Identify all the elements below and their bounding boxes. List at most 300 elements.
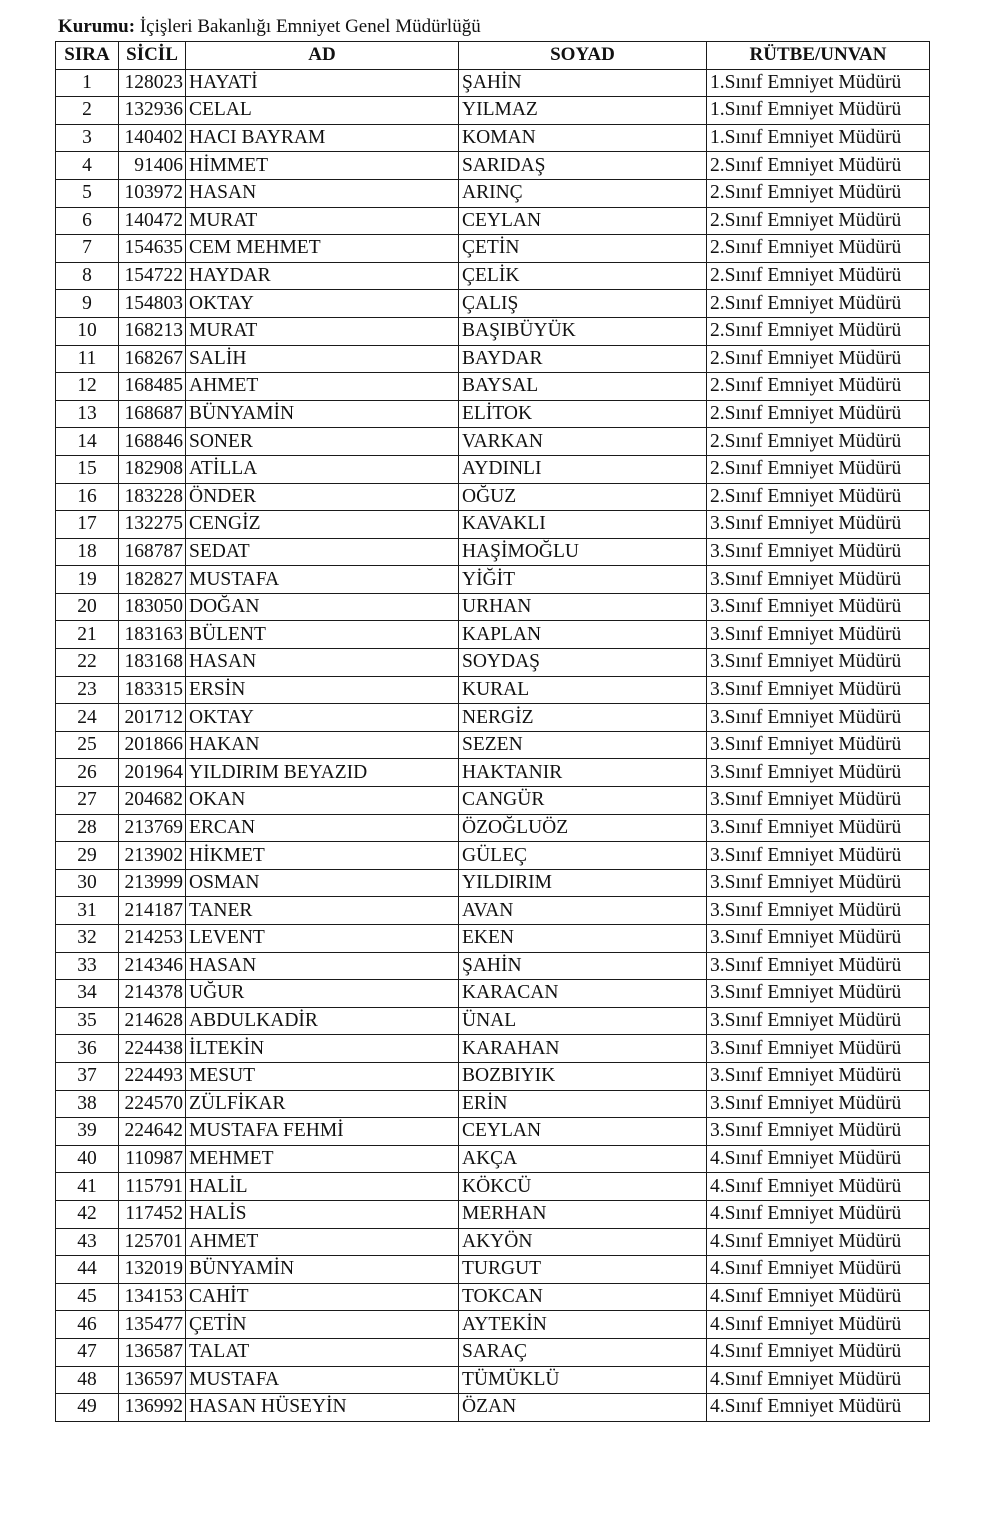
table-row: [56, 179, 930, 207]
cell-sira: 44: [56, 1256, 119, 1284]
cell-rutbe: 3.Sınıf Emniyet Müdürü: [707, 538, 930, 566]
table-row: [56, 1090, 930, 1118]
cell-sira: 29: [56, 842, 119, 870]
cell-ad: HİMMET: [186, 152, 459, 180]
cell-ad: ATİLLA: [186, 455, 459, 483]
cell-rutbe: 2.Sınıf Emniyet Müdürü: [707, 428, 930, 456]
cell-soyad: ARINÇ: [459, 179, 707, 207]
table-row: [56, 1394, 930, 1422]
cell-rutbe: 3.Sınıf Emniyet Müdürü: [707, 925, 930, 953]
cell-soyad: ÇELİK: [459, 262, 707, 290]
cell-ad: OSMAN: [186, 869, 459, 897]
cell-sicil: 214628: [119, 1007, 186, 1035]
cell-rutbe: 3.Sınıf Emniyet Müdürü: [707, 731, 930, 759]
cell-soyad: TOKCAN: [459, 1283, 707, 1311]
cell-soyad: KAVAKLI: [459, 511, 707, 539]
cell-rutbe: 3.Sınıf Emniyet Müdürü: [707, 759, 930, 787]
cell-rutbe: 2.Sınıf Emniyet Müdürü: [707, 317, 930, 345]
table-row: [56, 1173, 930, 1201]
cell-soyad: BOZBIYIK: [459, 1062, 707, 1090]
cell-ad: ÖNDER: [186, 483, 459, 511]
cell-soyad: AYDINLI: [459, 455, 707, 483]
cell-ad: İLTEKİN: [186, 1035, 459, 1063]
table-row: [56, 69, 930, 97]
cell-sicil: 224570: [119, 1090, 186, 1118]
cell-rutbe: 4.Sınıf Emniyet Müdürü: [707, 1283, 930, 1311]
cell-rutbe: 3.Sınıf Emniyet Müdürü: [707, 1035, 930, 1063]
table-row: [56, 1007, 930, 1035]
personnel-table: [55, 41, 930, 1422]
cell-ad: HAYDAR: [186, 262, 459, 290]
table-row: [56, 1118, 930, 1146]
cell-soyad: ŞAHİN: [459, 69, 707, 97]
table-row: [56, 704, 930, 732]
cell-ad: MUSTAFA FEHMİ: [186, 1118, 459, 1146]
cell-sira: 28: [56, 814, 119, 842]
cell-soyad: YİĞİT: [459, 566, 707, 594]
organization-name: İçişleri Bakanlığı Emniyet Genel Müdürlüğü: [139, 16, 481, 37]
cell-ad: BÜNYAMİN: [186, 1256, 459, 1284]
cell-soyad: KAPLAN: [459, 621, 707, 649]
cell-ad: HACI BAYRAM: [186, 124, 459, 152]
table-row: [56, 869, 930, 897]
table-row: [56, 925, 930, 953]
cell-ad: HASAN: [186, 179, 459, 207]
header-rutbe-unvan: RÜTBE/UNVAN: [707, 42, 930, 70]
cell-soyad: ÜNAL: [459, 1007, 707, 1035]
cell-ad: TALAT: [186, 1338, 459, 1366]
cell-sira: 36: [56, 1035, 119, 1063]
cell-sicil: 183050: [119, 593, 186, 621]
cell-rutbe: 2.Sınıf Emniyet Müdürü: [707, 400, 930, 428]
cell-sicil: 117452: [119, 1200, 186, 1228]
cell-sicil: 135477: [119, 1311, 186, 1339]
table-row: [56, 566, 930, 594]
cell-sicil: 128023: [119, 69, 186, 97]
table-row: [56, 207, 930, 235]
table-row: [56, 345, 930, 373]
table-row: [56, 428, 930, 456]
cell-ad: MESUT: [186, 1062, 459, 1090]
cell-ad: LEVENT: [186, 925, 459, 953]
table-row: [56, 759, 930, 787]
cell-soyad: SARIDAŞ: [459, 152, 707, 180]
cell-soyad: AKYÖN: [459, 1228, 707, 1256]
cell-sira: 19: [56, 566, 119, 594]
cell-sira: 30: [56, 869, 119, 897]
cell-ad: DOĞAN: [186, 593, 459, 621]
cell-ad: BÜLENT: [186, 621, 459, 649]
table-row: [56, 1035, 930, 1063]
cell-soyad: BAYDAR: [459, 345, 707, 373]
table-row: [56, 538, 930, 566]
cell-rutbe: 2.Sınıf Emniyet Müdürü: [707, 345, 930, 373]
cell-rutbe: 3.Sınıf Emniyet Müdürü: [707, 621, 930, 649]
cell-rutbe: 4.Sınıf Emniyet Müdürü: [707, 1173, 930, 1201]
cell-sicil: 183228: [119, 483, 186, 511]
cell-sira: 45: [56, 1283, 119, 1311]
cell-ad: ABDULKADİR: [186, 1007, 459, 1035]
cell-sira: 4: [56, 152, 119, 180]
cell-soyad: ÖZOĞLUÖZ: [459, 814, 707, 842]
cell-sira: 21: [56, 621, 119, 649]
cell-rutbe: 1.Sınıf Emniyet Müdürü: [707, 69, 930, 97]
cell-sira: 46: [56, 1311, 119, 1339]
cell-sicil: 136597: [119, 1366, 186, 1394]
cell-sicil: 132936: [119, 97, 186, 125]
cell-soyad: CEYLAN: [459, 1118, 707, 1146]
cell-sira: 18: [56, 538, 119, 566]
cell-sira: 6: [56, 207, 119, 235]
cell-rutbe: 3.Sınıf Emniyet Müdürü: [707, 814, 930, 842]
cell-rutbe: 3.Sınıf Emniyet Müdürü: [707, 842, 930, 870]
cell-sicil: 103972: [119, 179, 186, 207]
cell-rutbe: 3.Sınıf Emniyet Müdürü: [707, 980, 930, 1008]
cell-ad: MURAT: [186, 207, 459, 235]
cell-soyad: SEZEN: [459, 731, 707, 759]
cell-sira: 20: [56, 593, 119, 621]
cell-ad: OKTAY: [186, 704, 459, 732]
cell-soyad: GÜLEÇ: [459, 842, 707, 870]
cell-sicil: 201866: [119, 731, 186, 759]
cell-sicil: 140402: [119, 124, 186, 152]
table-row: [56, 1338, 930, 1366]
cell-sicil: 182908: [119, 455, 186, 483]
table-row: [56, 676, 930, 704]
cell-sicil: 132019: [119, 1256, 186, 1284]
cell-sira: 2: [56, 97, 119, 125]
cell-sira: 33: [56, 952, 119, 980]
cell-soyad: ŞAHİN: [459, 952, 707, 980]
table-row: [56, 814, 930, 842]
cell-soyad: ERİN: [459, 1090, 707, 1118]
table-row: [56, 455, 930, 483]
table-row: [56, 787, 930, 815]
cell-sira: 42: [56, 1200, 119, 1228]
cell-soyad: HAKTANIR: [459, 759, 707, 787]
cell-soyad: TÜMÜKLÜ: [459, 1366, 707, 1394]
cell-sira: 37: [56, 1062, 119, 1090]
cell-rutbe: 3.Sınıf Emniyet Müdürü: [707, 1007, 930, 1035]
cell-rutbe: 4.Sınıf Emniyet Müdürü: [707, 1145, 930, 1173]
cell-rutbe: 4.Sınıf Emniyet Müdürü: [707, 1256, 930, 1284]
cell-soyad: NERGİZ: [459, 704, 707, 732]
cell-rutbe: 2.Sınıf Emniyet Müdürü: [707, 455, 930, 483]
cell-sicil: 182827: [119, 566, 186, 594]
cell-rutbe: 2.Sınıf Emniyet Müdürü: [707, 152, 930, 180]
cell-soyad: AKÇA: [459, 1145, 707, 1173]
cell-sira: 9: [56, 290, 119, 318]
cell-sicil: 110987: [119, 1145, 186, 1173]
cell-sira: 24: [56, 704, 119, 732]
cell-rutbe: 3.Sınıf Emniyet Müdürü: [707, 952, 930, 980]
cell-sicil: 168213: [119, 317, 186, 345]
cell-soyad: CEYLAN: [459, 207, 707, 235]
cell-sira: 26: [56, 759, 119, 787]
cell-soyad: AYTEKİN: [459, 1311, 707, 1339]
cell-sira: 8: [56, 262, 119, 290]
cell-sira: 15: [56, 455, 119, 483]
cell-soyad: URHAN: [459, 593, 707, 621]
cell-soyad: EKEN: [459, 925, 707, 953]
cell-ad: HAYATİ: [186, 69, 459, 97]
cell-ad: HASAN: [186, 952, 459, 980]
cell-ad: HALİS: [186, 1200, 459, 1228]
table-row: [56, 235, 930, 263]
cell-ad: HASAN: [186, 649, 459, 677]
cell-ad: ERCAN: [186, 814, 459, 842]
table-row: [56, 897, 930, 925]
cell-ad: CEM MEHMET: [186, 235, 459, 263]
cell-ad: MEHMET: [186, 1145, 459, 1173]
cell-sira: 25: [56, 731, 119, 759]
table-row: [56, 1256, 930, 1284]
cell-rutbe: 2.Sınıf Emniyet Müdürü: [707, 207, 930, 235]
cell-soyad: SARAÇ: [459, 1338, 707, 1366]
table-row: [56, 842, 930, 870]
cell-rutbe: 1.Sınıf Emniyet Müdürü: [707, 124, 930, 152]
cell-sicil: 168687: [119, 400, 186, 428]
cell-sicil: 183315: [119, 676, 186, 704]
cell-ad: CAHİT: [186, 1283, 459, 1311]
cell-sicil: 213769: [119, 814, 186, 842]
cell-sicil: 132275: [119, 511, 186, 539]
cell-sira: 10: [56, 317, 119, 345]
cell-sicil: 154803: [119, 290, 186, 318]
cell-sicil: 214187: [119, 897, 186, 925]
cell-sira: 49: [56, 1394, 119, 1422]
table-row: [56, 1145, 930, 1173]
cell-ad: AHMET: [186, 1228, 459, 1256]
cell-sira: 32: [56, 925, 119, 953]
table-row: [56, 1228, 930, 1256]
table-row: [56, 400, 930, 428]
cell-sicil: 140472: [119, 207, 186, 235]
cell-rutbe: 4.Sınıf Emniyet Müdürü: [707, 1200, 930, 1228]
cell-sira: 16: [56, 483, 119, 511]
cell-ad: AHMET: [186, 373, 459, 401]
cell-rutbe: 3.Sınıf Emniyet Müdürü: [707, 676, 930, 704]
cell-sicil: 154635: [119, 235, 186, 263]
cell-ad: HALİL: [186, 1173, 459, 1201]
cell-sira: 1: [56, 69, 119, 97]
table-row: [56, 1366, 930, 1394]
cell-sira: 12: [56, 373, 119, 401]
cell-rutbe: 3.Sınıf Emniyet Müdürü: [707, 869, 930, 897]
organization-line: [58, 14, 481, 40]
cell-soyad: KOMAN: [459, 124, 707, 152]
header-soyad: SOYAD: [459, 42, 707, 70]
table-row: [56, 290, 930, 318]
cell-soyad: AVAN: [459, 897, 707, 925]
cell-soyad: MERHAN: [459, 1200, 707, 1228]
cell-soyad: ÇETİN: [459, 235, 707, 263]
table-row: [56, 1283, 930, 1311]
cell-sicil: 125701: [119, 1228, 186, 1256]
cell-sira: 38: [56, 1090, 119, 1118]
cell-sira: 23: [56, 676, 119, 704]
cell-rutbe: 2.Sınıf Emniyet Müdürü: [707, 290, 930, 318]
cell-rutbe: 2.Sınıf Emniyet Müdürü: [707, 235, 930, 263]
cell-sicil: 91406: [119, 152, 186, 180]
cell-rutbe: 2.Sınıf Emniyet Müdürü: [707, 373, 930, 401]
cell-ad: TANER: [186, 897, 459, 925]
table-row: [56, 373, 930, 401]
cell-rutbe: 2.Sınıf Emniyet Müdürü: [707, 483, 930, 511]
table-row: [56, 124, 930, 152]
header-sicil: SİCİL: [119, 42, 186, 70]
cell-sicil: 136587: [119, 1338, 186, 1366]
cell-rutbe: 3.Sınıf Emniyet Müdürü: [707, 704, 930, 732]
cell-ad: BÜNYAMİN: [186, 400, 459, 428]
cell-rutbe: 3.Sınıf Emniyet Müdürü: [707, 897, 930, 925]
cell-sicil: 183163: [119, 621, 186, 649]
cell-rutbe: 3.Sınıf Emniyet Müdürü: [707, 1090, 930, 1118]
cell-sicil: 154722: [119, 262, 186, 290]
cell-sicil: 214378: [119, 980, 186, 1008]
cell-sira: 27: [56, 787, 119, 815]
table-row: [56, 1062, 930, 1090]
cell-sicil: 224438: [119, 1035, 186, 1063]
cell-soyad: VARKAN: [459, 428, 707, 456]
cell-soyad: BAYSAL: [459, 373, 707, 401]
header-sira: SIRA: [56, 42, 119, 70]
cell-sicil: 224642: [119, 1118, 186, 1146]
cell-ad: OKAN: [186, 787, 459, 815]
cell-sira: 35: [56, 1007, 119, 1035]
cell-sira: 22: [56, 649, 119, 677]
cell-soyad: KARAHAN: [459, 1035, 707, 1063]
table-row: [56, 1200, 930, 1228]
cell-rutbe: 3.Sınıf Emniyet Müdürü: [707, 787, 930, 815]
cell-ad: YILDIRIM BEYAZID: [186, 759, 459, 787]
cell-ad: MUSTAFA: [186, 566, 459, 594]
cell-rutbe: 3.Sınıf Emniyet Müdürü: [707, 1062, 930, 1090]
organization-label: Kurumu:: [58, 16, 136, 37]
cell-rutbe: 2.Sınıf Emniyet Müdürü: [707, 179, 930, 207]
table-row: [56, 731, 930, 759]
table-row: [56, 97, 930, 125]
cell-sira: 5: [56, 179, 119, 207]
cell-ad: SEDAT: [186, 538, 459, 566]
cell-rutbe: 4.Sınıf Emniyet Müdürü: [707, 1366, 930, 1394]
cell-sira: 48: [56, 1366, 119, 1394]
table-row: [56, 511, 930, 539]
table-row: [56, 262, 930, 290]
cell-sicil: 136992: [119, 1394, 186, 1422]
cell-sicil: 115791: [119, 1173, 186, 1201]
cell-ad: OKTAY: [186, 290, 459, 318]
cell-rutbe: 4.Sınıf Emniyet Müdürü: [707, 1311, 930, 1339]
cell-sicil: 213999: [119, 869, 186, 897]
cell-sicil: 168267: [119, 345, 186, 373]
table-row: [56, 980, 930, 1008]
cell-soyad: ELİTOK: [459, 400, 707, 428]
cell-soyad: ÇALIŞ: [459, 290, 707, 318]
cell-ad: MUSTAFA: [186, 1366, 459, 1394]
cell-sicil: 168485: [119, 373, 186, 401]
table-row: [56, 317, 930, 345]
cell-soyad: OĞUZ: [459, 483, 707, 511]
cell-ad: ZÜLFİKAR: [186, 1090, 459, 1118]
cell-soyad: HAŞİMOĞLU: [459, 538, 707, 566]
cell-rutbe: 1.Sınıf Emniyet Müdürü: [707, 97, 930, 125]
cell-sira: 43: [56, 1228, 119, 1256]
cell-ad: SONER: [186, 428, 459, 456]
cell-sira: 17: [56, 511, 119, 539]
cell-soyad: BAŞIBÜYÜK: [459, 317, 707, 345]
cell-sicil: 213902: [119, 842, 186, 870]
cell-sicil: 168846: [119, 428, 186, 456]
cell-rutbe: 3.Sınıf Emniyet Müdürü: [707, 593, 930, 621]
cell-rutbe: 3.Sınıf Emniyet Müdürü: [707, 566, 930, 594]
cell-rutbe: 2.Sınıf Emniyet Müdürü: [707, 262, 930, 290]
cell-ad: HİKMET: [186, 842, 459, 870]
cell-ad: MURAT: [186, 317, 459, 345]
cell-rutbe: 4.Sınıf Emniyet Müdürü: [707, 1338, 930, 1366]
cell-sicil: 224493: [119, 1062, 186, 1090]
cell-sira: 3: [56, 124, 119, 152]
cell-ad: HAKAN: [186, 731, 459, 759]
cell-soyad: ÖZAN: [459, 1394, 707, 1422]
cell-sira: 13: [56, 400, 119, 428]
cell-sira: 47: [56, 1338, 119, 1366]
cell-sicil: 214253: [119, 925, 186, 953]
header-ad: AD: [186, 42, 459, 70]
table-row: [56, 1311, 930, 1339]
cell-sicil: 201964: [119, 759, 186, 787]
cell-sicil: 204682: [119, 787, 186, 815]
cell-sicil: 134153: [119, 1283, 186, 1311]
cell-sira: 7: [56, 235, 119, 263]
cell-sira: 11: [56, 345, 119, 373]
cell-sicil: 168787: [119, 538, 186, 566]
cell-sira: 14: [56, 428, 119, 456]
cell-sira: 31: [56, 897, 119, 925]
cell-soyad: SOYDAŞ: [459, 649, 707, 677]
table-row: [56, 483, 930, 511]
cell-sicil: 214346: [119, 952, 186, 980]
cell-rutbe: 4.Sınıf Emniyet Müdürü: [707, 1394, 930, 1422]
cell-ad: CELAL: [186, 97, 459, 125]
cell-sira: 40: [56, 1145, 119, 1173]
table-header-row: [56, 42, 930, 70]
cell-ad: CENGİZ: [186, 511, 459, 539]
table-row: [56, 152, 930, 180]
cell-soyad: YILDIRIM: [459, 869, 707, 897]
cell-ad: ERSİN: [186, 676, 459, 704]
cell-sira: 39: [56, 1118, 119, 1146]
cell-soyad: CANGÜR: [459, 787, 707, 815]
cell-rutbe: 3.Sınıf Emniyet Müdürü: [707, 649, 930, 677]
cell-sira: 34: [56, 980, 119, 1008]
cell-rutbe: 4.Sınıf Emniyet Müdürü: [707, 1228, 930, 1256]
cell-rutbe: 3.Sınıf Emniyet Müdürü: [707, 1118, 930, 1146]
cell-soyad: KURAL: [459, 676, 707, 704]
cell-ad: ÇETİN: [186, 1311, 459, 1339]
cell-sira: 41: [56, 1173, 119, 1201]
cell-ad: UĞUR: [186, 980, 459, 1008]
cell-ad: SALİH: [186, 345, 459, 373]
cell-sicil: 183168: [119, 649, 186, 677]
cell-soyad: TURGUT: [459, 1256, 707, 1284]
cell-soyad: KARACAN: [459, 980, 707, 1008]
table-row: [56, 649, 930, 677]
table-row: [56, 621, 930, 649]
cell-ad: HASAN HÜSEYİN: [186, 1394, 459, 1422]
table-row: [56, 593, 930, 621]
cell-soyad: KÖKCÜ: [459, 1173, 707, 1201]
